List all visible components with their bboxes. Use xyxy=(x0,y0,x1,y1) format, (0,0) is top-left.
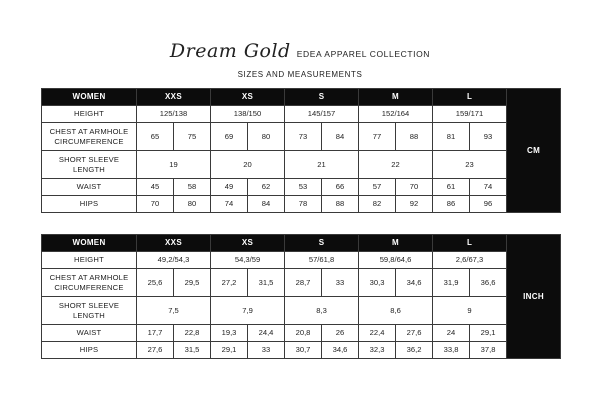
table-cell: 7,9 xyxy=(211,297,285,325)
table-cell: 34,6 xyxy=(322,342,359,359)
table-cell: 31,5 xyxy=(174,342,211,359)
header-women: WOMEN xyxy=(42,89,137,106)
page-subtitle: SIZES AND MEASUREMENTS xyxy=(237,70,363,79)
table-cell: 32,3 xyxy=(359,342,396,359)
table-cell: 152/164 xyxy=(359,106,433,123)
unit-label: INCH xyxy=(507,235,561,359)
table-cell: 69 xyxy=(211,123,248,151)
table-cell: 80 xyxy=(174,196,211,213)
table-cell: 86 xyxy=(433,196,470,213)
table-header-row xyxy=(42,235,561,252)
table-cell: 23 xyxy=(433,151,507,179)
table-cell: 74 xyxy=(211,196,248,213)
table-row-hips xyxy=(42,342,561,359)
table-cell: 22,8 xyxy=(174,325,211,342)
header-size-m: M xyxy=(359,235,433,252)
table-cell: 80 xyxy=(248,123,285,151)
table-cell: 49,2/54,3 xyxy=(137,252,211,269)
row-label: HEIGHT xyxy=(42,252,137,269)
table-cell: 75 xyxy=(174,123,211,151)
table-cell: 138/150 xyxy=(211,106,285,123)
table-cell: 19,3 xyxy=(211,325,248,342)
row-label xyxy=(42,151,137,179)
table-row-sleeve xyxy=(42,297,561,325)
table-cell: 9 xyxy=(433,297,507,325)
table-cell: 33 xyxy=(322,269,359,297)
table-cell: 62 xyxy=(248,179,285,196)
table-cell: 61 xyxy=(433,179,470,196)
table-cell: 25,6 xyxy=(137,269,174,297)
table-cell: 27,2 xyxy=(211,269,248,297)
table-row-chest xyxy=(42,269,561,297)
table-cell: 2,6/67,3 xyxy=(433,252,507,269)
size-table xyxy=(41,88,561,213)
page-header xyxy=(0,40,600,79)
table-cell: 84 xyxy=(322,123,359,151)
table-row-sleeve xyxy=(42,151,561,179)
header-size-xxs: XXS xyxy=(137,235,211,252)
row-label: HIPS xyxy=(42,196,137,213)
table-row-height xyxy=(42,106,561,123)
table-cell: 57/61,8 xyxy=(285,252,359,269)
row-label-line-2: CIRCUMFERENCE xyxy=(54,136,124,146)
table-cell: 31,5 xyxy=(248,269,285,297)
collection-name: EDEA APPAREL COLLECTION xyxy=(296,49,431,59)
table-row-waist xyxy=(42,325,561,342)
table-cell: 77 xyxy=(359,123,396,151)
table-row-chest xyxy=(42,123,561,151)
table-row-waist xyxy=(42,179,561,196)
header-size-l: L xyxy=(433,89,507,106)
row-label-line-1: SHORT SLEEVE xyxy=(58,155,120,165)
row-label-line-2: LENGTH xyxy=(72,164,105,174)
table-cell: 30,7 xyxy=(285,342,322,359)
table-cell: 93 xyxy=(470,123,507,151)
table-cell: 7,5 xyxy=(137,297,211,325)
unit-label: CM xyxy=(507,89,561,213)
table-header-row xyxy=(42,89,561,106)
row-label-line-2: CIRCUMFERENCE xyxy=(54,282,124,292)
table-cell: 20 xyxy=(211,151,285,179)
row-label: WAIST xyxy=(42,179,137,196)
row-label-line-2: LENGTH xyxy=(72,310,105,320)
table-cell: 65 xyxy=(137,123,174,151)
row-label: HEIGHT xyxy=(42,106,137,123)
size-table xyxy=(41,234,561,359)
row-label xyxy=(42,297,137,325)
table-cell: 29,1 xyxy=(470,325,507,342)
table-cell: 17,7 xyxy=(137,325,174,342)
header-size-xs: XS xyxy=(211,89,285,106)
table-cell: 81 xyxy=(433,123,470,151)
table-cell: 30,3 xyxy=(359,269,396,297)
header-size-xs: XS xyxy=(211,235,285,252)
table-cell: 24 xyxy=(433,325,470,342)
row-label xyxy=(42,269,137,297)
header-size-l: L xyxy=(433,235,507,252)
table-cell: 70 xyxy=(396,179,433,196)
table-cell: 66 xyxy=(322,179,359,196)
table-cell: 59,8/64,6 xyxy=(359,252,433,269)
table-cell: 70 xyxy=(137,196,174,213)
table-cell: 28,7 xyxy=(285,269,322,297)
table-cell: 73 xyxy=(285,123,322,151)
table-cell: 36,2 xyxy=(396,342,433,359)
table-cell: 21 xyxy=(285,151,359,179)
table-cell: 34,6 xyxy=(396,269,433,297)
table-cell: 33 xyxy=(248,342,285,359)
table-cell: 84 xyxy=(248,196,285,213)
table-cell: 78 xyxy=(285,196,322,213)
header-size-s: S xyxy=(285,89,359,106)
table-cell: 19 xyxy=(137,151,211,179)
table-cell: 8,6 xyxy=(359,297,433,325)
table-cell: 33,8 xyxy=(433,342,470,359)
table-cell: 29,1 xyxy=(211,342,248,359)
table-cell: 8,3 xyxy=(285,297,359,325)
brand-line xyxy=(0,40,600,64)
table-cell: 45 xyxy=(137,179,174,196)
table-cell: 24,4 xyxy=(248,325,285,342)
table-cell: 125/138 xyxy=(137,106,211,123)
table-cell: 27,6 xyxy=(396,325,433,342)
table-cell: 53 xyxy=(285,179,322,196)
row-label-line-1: SHORT SLEEVE xyxy=(58,301,120,311)
header-women: WOMEN xyxy=(42,235,137,252)
table-cell: 36,6 xyxy=(470,269,507,297)
row-label: WAIST xyxy=(42,325,137,342)
table-cell: 92 xyxy=(396,196,433,213)
table-cell: 145/157 xyxy=(285,106,359,123)
table-row-hips xyxy=(42,196,561,213)
header-size-s: S xyxy=(285,235,359,252)
table-cell: 27,6 xyxy=(137,342,174,359)
row-label xyxy=(42,123,137,151)
row-label: HIPS xyxy=(42,342,137,359)
row-label-line-1: CHEST AT ARMHOLE xyxy=(49,273,129,283)
table-cell: 58 xyxy=(174,179,211,196)
table-cell: 37,8 xyxy=(470,342,507,359)
table-cell: 22,4 xyxy=(359,325,396,342)
table-cell: 29,5 xyxy=(174,269,211,297)
size-table-inch xyxy=(41,234,560,359)
table-cell: 49 xyxy=(211,179,248,196)
table-cell: 96 xyxy=(470,196,507,213)
table-cell: 20,8 xyxy=(285,325,322,342)
table-cell: 82 xyxy=(359,196,396,213)
header-size-xxs: XXS xyxy=(137,89,211,106)
table-cell: 22 xyxy=(359,151,433,179)
brand-logo-script: Dream Gold xyxy=(169,40,291,62)
table-cell: 57 xyxy=(359,179,396,196)
table-cell: 31,9 xyxy=(433,269,470,297)
table-cell: 26 xyxy=(322,325,359,342)
table-cell: 88 xyxy=(396,123,433,151)
table-cell: 88 xyxy=(322,196,359,213)
table-cell: 54,3/59 xyxy=(211,252,285,269)
size-table-cm xyxy=(41,88,560,213)
row-label-line-1: CHEST AT ARMHOLE xyxy=(49,127,129,137)
table-cell: 159/171 xyxy=(433,106,507,123)
table-row-height xyxy=(42,252,561,269)
table-cell: 74 xyxy=(470,179,507,196)
header-size-m: M xyxy=(359,89,433,106)
